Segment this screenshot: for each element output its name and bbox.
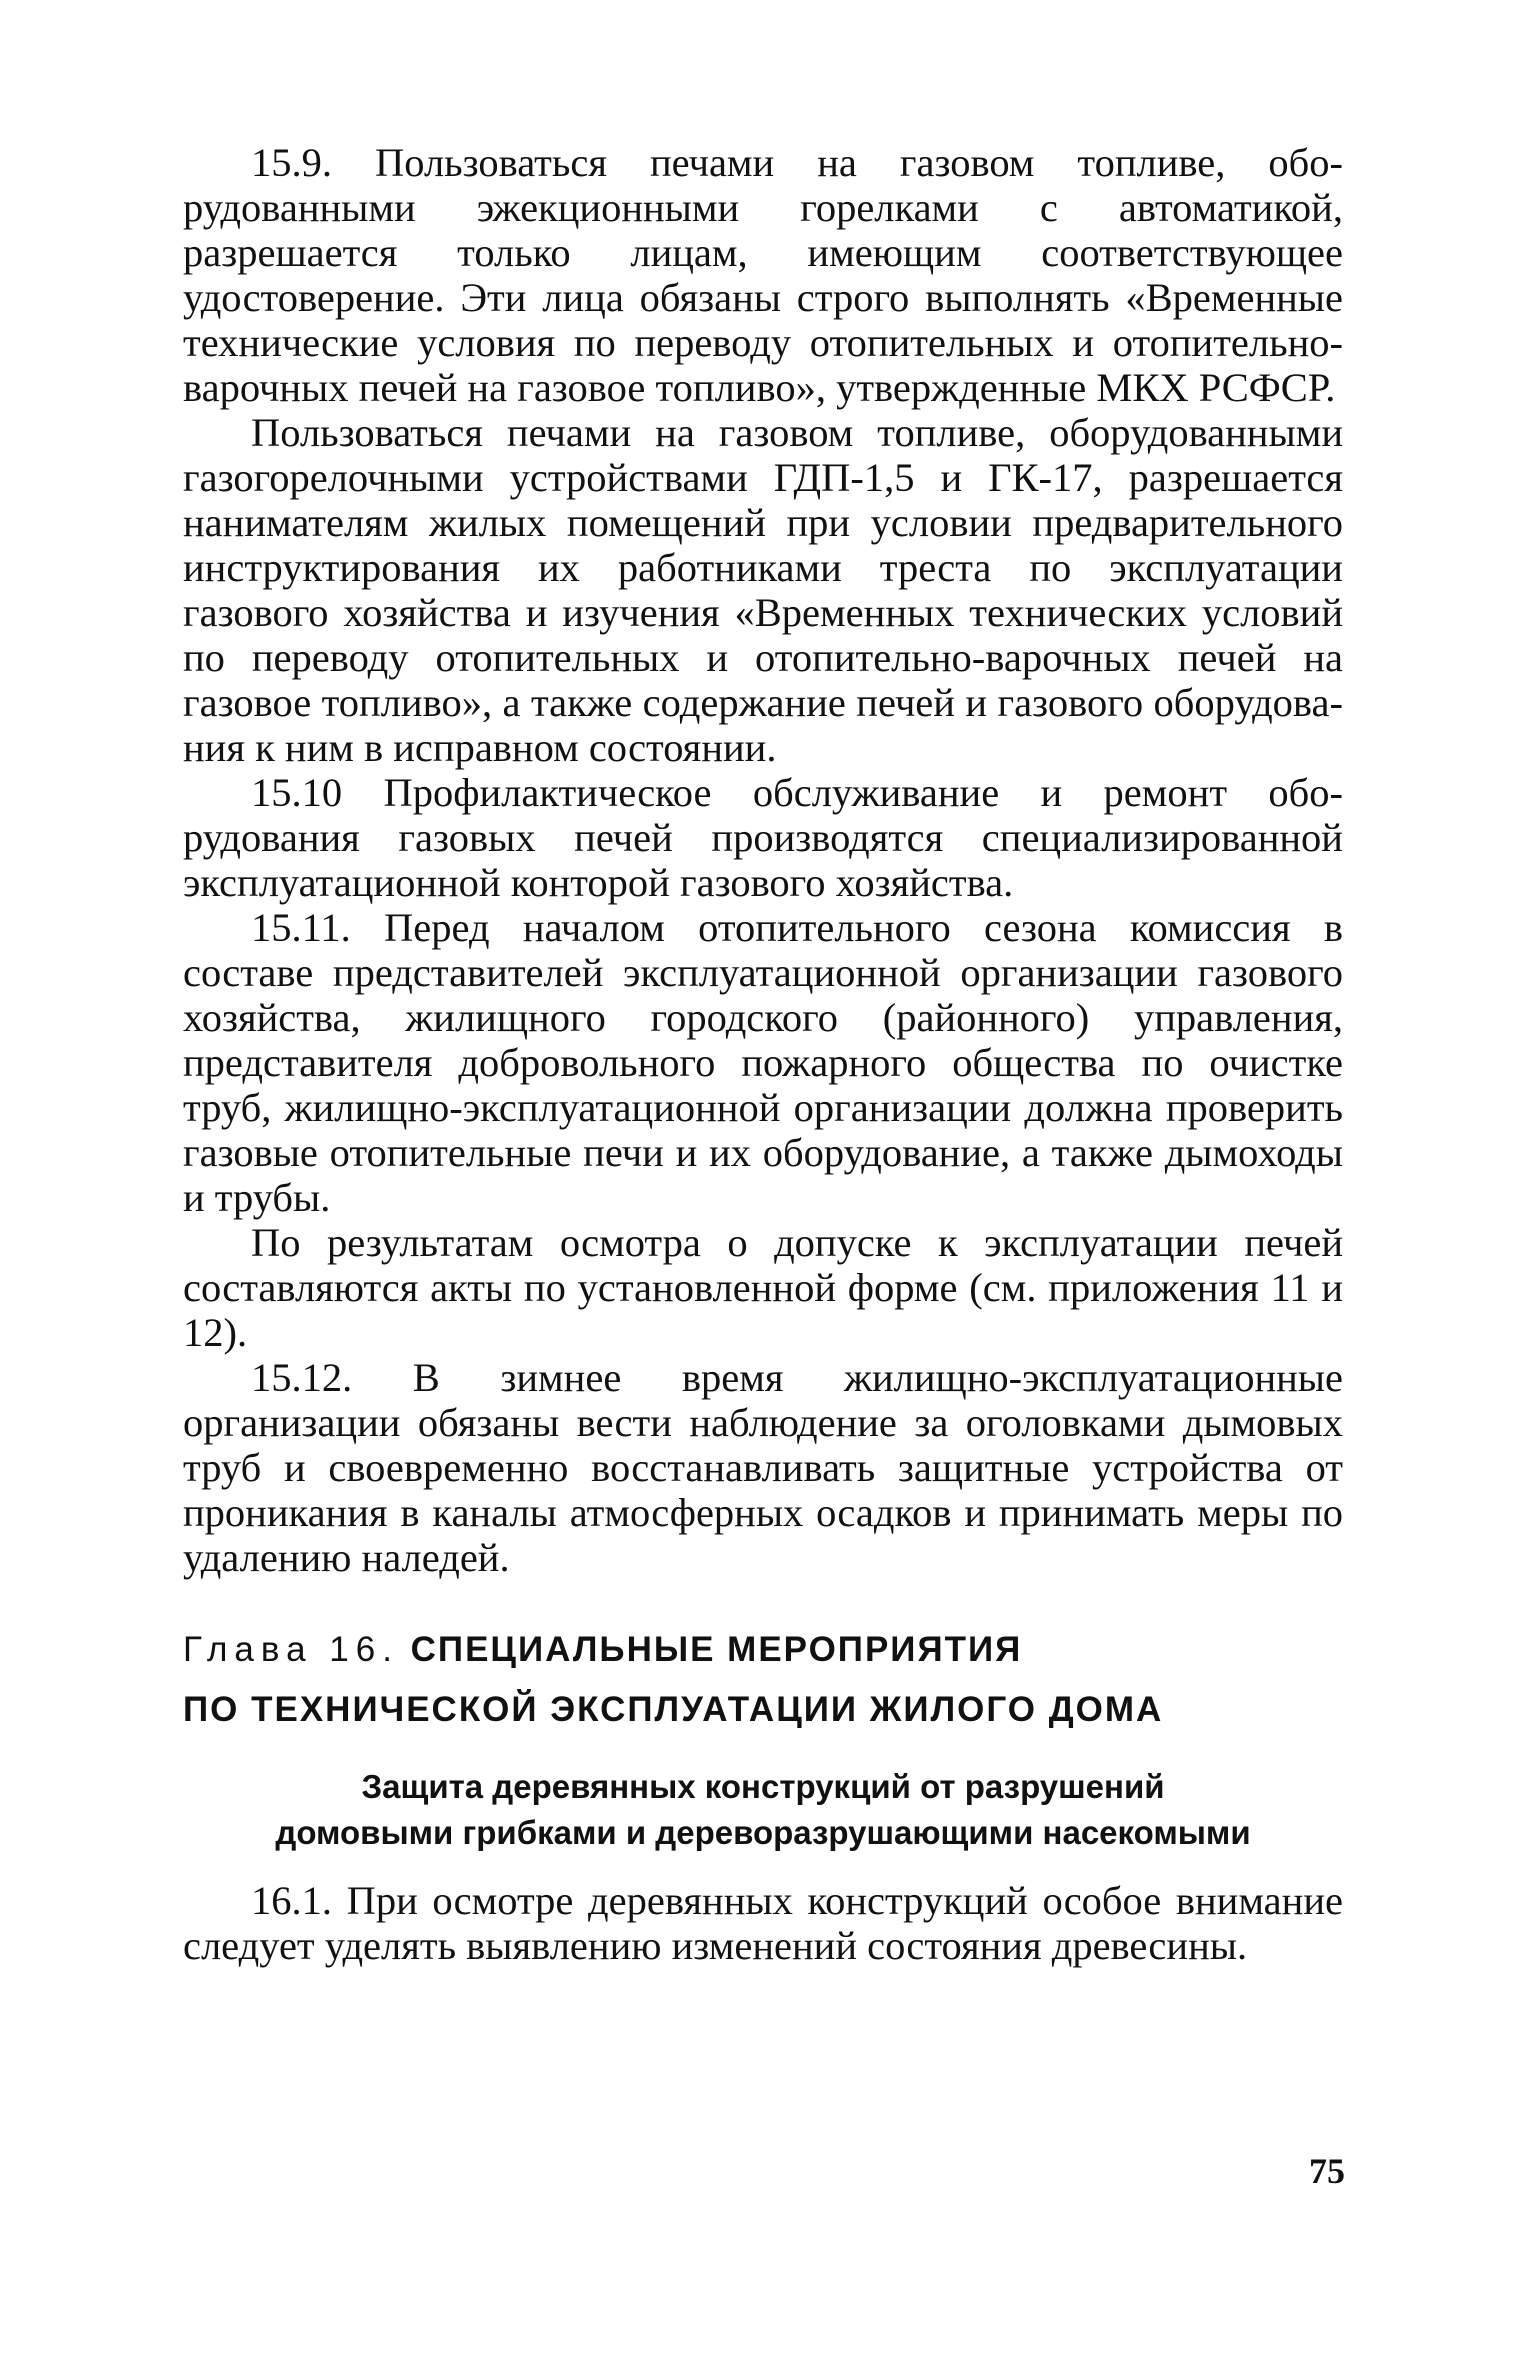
paragraph-15-9-continued: Пользоваться печами на газовом топливе, оборудованными газогорелочными устройствами ГДП-1,5 и ГК-17, разрешается нанимателям жилых помещений при условии предварительного инструктирования их работниками треста по эксплуатации газового хозяйства и изучения «Временных технических условий по переводу отопительных и отопительно-варочных печей на газовое топливо», а также содержание печей и газового оборудования к ним в исправном состоянии. [183, 410, 1343, 770]
section-heading [183, 1764, 1343, 1856]
paragraph-15-11-continued: По результатам осмотра о допуске к эксплуатации печей составляются акты по установленной форме (см. приложения 11 и 12). [183, 1220, 1343, 1355]
chapter-title-line2: ПО ТЕХНИЧЕСКОЙ ЭКСПЛУАТАЦИИ ЖИЛОГО ДОМА [183, 1690, 1164, 1729]
page-body [183, 140, 1343, 1968]
paragraph-15-10: 15.10 Профилактическое обслуживание и ремонт оборудования газовых печей производятся специализированной эксплуатационной конторой газового хозяйства. [183, 770, 1343, 905]
chapter-title-line1: СПЕЦИАЛЬНЫЕ МЕРОПРИЯТИЯ [410, 1630, 1023, 1669]
paragraph-15-12: 15.12. В зимнее время жилищно-эксплуатационные организации обязаны вести наблюдение за оголовками дымовых труб и своевременно восстанавливать защитные устройства от проникания в каналы атмосферных осадков и принимать меры по удалению наледей. [183, 1355, 1343, 1580]
page-number: 75 [1309, 2151, 1345, 2191]
paragraph-15-11: 15.11. Перед началом отопительного сезона комиссия в составе представителей эксплуатационной организации газового хозяйства, жилищного городского (районного) управления, представителя добровольного пожарного общества по очистке труб, жилищно-эксплуатационной организации должна проверить газовые отопительные печи и их оборудование, а также дымоходы и трубы. [183, 905, 1343, 1220]
chapter-heading [183, 1620, 1343, 1740]
section-heading-line1: Защита деревянных конструкций от разрушений [361, 1768, 1165, 1805]
paragraph-16-1: 16.1. При осмотре деревянных конструкций особое внимание следует уделять выявлению изменений состояния древесины. [183, 1878, 1343, 1968]
section-heading-line2: домовыми грибками и дереворазрушающими насекомыми [275, 1814, 1251, 1851]
chapter-label: Глава 16. [183, 1630, 399, 1669]
paragraph-15-9: 15.9. Пользоваться печами на газовом топливе, оборудованными эжекционными горелками с автоматикой, разрешается только лицам, имеющим соответствующее удостоверение. Эти лица обязаны строго выполнять «Временные технические условия по переводу отопительных и отопительно-варочных печей на газовое топливо», утвержденные МКХ РСФСР. [183, 140, 1343, 410]
